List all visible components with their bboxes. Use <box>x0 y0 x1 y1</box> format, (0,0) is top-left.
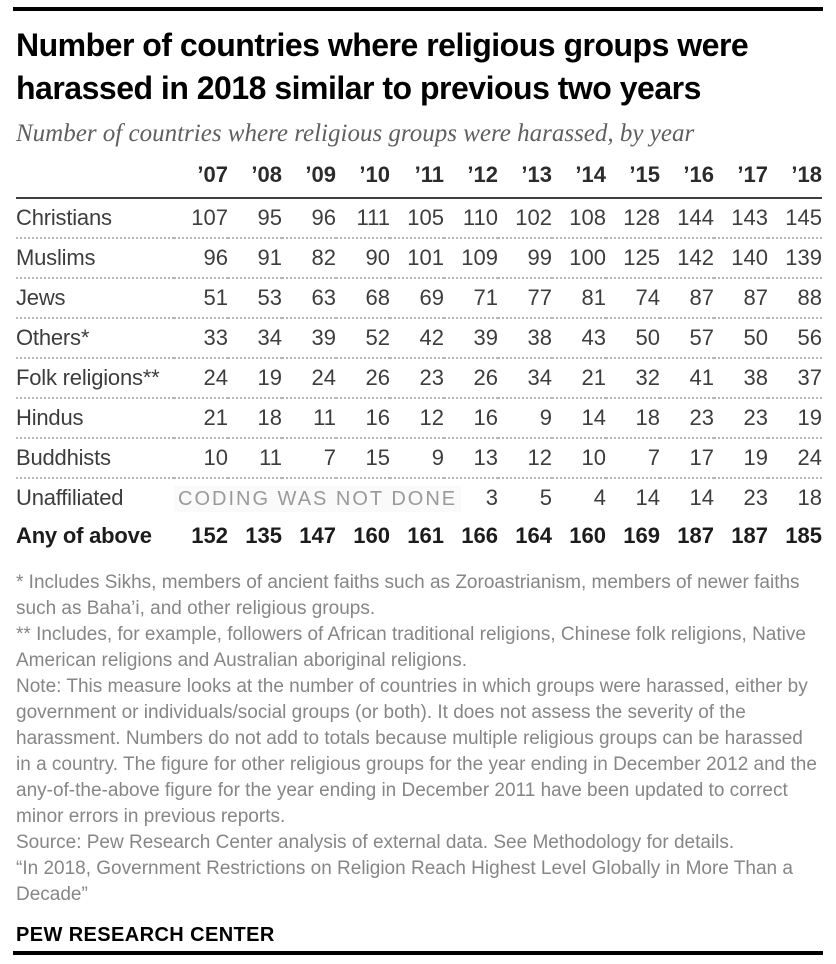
year-header-cell: ’11 <box>390 162 444 198</box>
year-header-row <box>16 162 822 198</box>
value-cell: 15 <box>336 438 390 478</box>
value-cell: 166 <box>461 523 498 548</box>
value-cell: 13 <box>444 438 498 478</box>
value-cell: 101 <box>390 238 444 278</box>
footnote-note: Note: This measure looks at the number of countries in which groups were harassed, either by government or individuals/social groups (or both). It does not assess the severity of the harassment. Numbers do not add to totals because multiple religious groups can be harassed in a country. The figure for other religious groups for the year ending in December 2012 and the any-of-the-above figure for the year ending in December 2011 have been updated to correct minor errors in previous reports. <box>16 676 817 827</box>
coding-not-done-cell <box>174 478 458 517</box>
value-cell: 95 <box>228 198 282 238</box>
value-cell: 7 <box>282 438 336 478</box>
footnotes-block <box>16 570 818 908</box>
value-cell: 160 <box>569 523 606 548</box>
value-cell: 144 <box>660 198 714 238</box>
value-cell: 16 <box>336 398 390 438</box>
value-cell: 140 <box>714 238 768 278</box>
value-cell: 81 <box>552 278 606 318</box>
year-header-cell: ’17 <box>714 162 768 198</box>
value-cell: 68 <box>336 278 390 318</box>
value-cell: 21 <box>174 398 228 438</box>
value-cell: 143 <box>714 198 768 238</box>
row-label: Muslims <box>16 238 174 278</box>
value-cell: 63 <box>282 278 336 318</box>
value-cell: 107 <box>174 198 228 238</box>
table-row <box>16 318 822 358</box>
table-row <box>16 358 822 398</box>
value-cell: 125 <box>606 238 660 278</box>
year-header-cell: ’14 <box>552 162 606 198</box>
value-cell: 51 <box>174 278 228 318</box>
row-label: Any of above <box>16 523 152 548</box>
row-label: Others* <box>16 318 174 358</box>
year-header-cell: ’08 <box>228 162 282 198</box>
value-cell: 147 <box>299 523 336 548</box>
value-cell: 12 <box>390 398 444 438</box>
value-cell: 90 <box>336 238 390 278</box>
row-label: Folk religions** <box>16 358 174 398</box>
value-cell: 169 <box>623 523 660 548</box>
value-cell: 24 <box>282 358 336 398</box>
year-header-cell: ’18 <box>768 162 822 198</box>
value-cell: 14 <box>635 485 660 510</box>
value-cell: 57 <box>660 318 714 358</box>
bottom-rule <box>13 951 823 955</box>
value-cell: 152 <box>191 523 228 548</box>
year-header-cell: ’16 <box>660 162 714 198</box>
value-cell: 18 <box>228 398 282 438</box>
value-cell: 42 <box>390 318 444 358</box>
year-header-cell: ’13 <box>498 162 552 198</box>
value-cell: 82 <box>282 238 336 278</box>
value-cell: 87 <box>660 278 714 318</box>
value-cell: 77 <box>498 278 552 318</box>
value-cell: 10 <box>552 438 606 478</box>
value-cell: 39 <box>282 318 336 358</box>
page-title: Number of countries where religious groups were harassed in 2018 similar to previous two years <box>16 27 749 106</box>
value-cell: 41 <box>660 358 714 398</box>
row-label: Hindus <box>16 398 174 438</box>
value-cell: 21 <box>552 358 606 398</box>
value-cell: 88 <box>768 278 822 318</box>
value-cell: 145 <box>768 198 822 238</box>
value-cell: 135 <box>245 523 282 548</box>
value-cell: 74 <box>606 278 660 318</box>
table-header <box>16 162 822 198</box>
value-cell: 4 <box>593 485 606 510</box>
value-cell: 37 <box>768 358 822 398</box>
value-cell: 23 <box>714 398 768 438</box>
value-cell: 50 <box>606 318 660 358</box>
table-row <box>16 198 822 238</box>
value-cell: 18 <box>606 398 660 438</box>
year-header-cell: ’09 <box>282 162 336 198</box>
value-cell: 91 <box>228 238 282 278</box>
value-cell: 53 <box>228 278 282 318</box>
table-row <box>16 238 822 278</box>
value-cell: 56 <box>768 318 822 358</box>
value-cell: 16 <box>444 398 498 438</box>
value-cell: 3 <box>485 485 498 510</box>
table-row <box>16 478 822 517</box>
coding-not-done-text: CODING WAS NOT DONE <box>174 486 461 512</box>
value-cell: 187 <box>731 523 768 548</box>
value-cell: 34 <box>498 358 552 398</box>
value-cell: 24 <box>174 358 228 398</box>
value-cell: 87 <box>714 278 768 318</box>
page-subtitle: Number of countries where religious groups were harassed, by year <box>16 120 695 147</box>
value-cell: 50 <box>714 318 768 358</box>
value-cell: 18 <box>797 485 822 510</box>
value-cell: 26 <box>336 358 390 398</box>
top-rule <box>13 7 823 11</box>
footnote-others: * Includes Sikhs, members of ancient faiths such as Zoroastrianism, members of newer faiths such as Baha’i, and other religious groups. <box>16 572 800 619</box>
value-cell: 17 <box>660 438 714 478</box>
value-cell: 9 <box>390 438 444 478</box>
value-cell: 33 <box>174 318 228 358</box>
value-cell: 111 <box>336 198 390 238</box>
row-label: Christians <box>16 198 174 238</box>
data-table <box>16 162 822 555</box>
row-label: Buddhists <box>16 438 174 478</box>
footnote-source: Source: Pew Research Center analysis of external data. See Methodology for details. <box>16 832 735 853</box>
value-cell: 14 <box>552 398 606 438</box>
value-cell: 23 <box>660 398 714 438</box>
table-row <box>16 278 822 318</box>
value-cell: 96 <box>174 238 228 278</box>
value-cell: 96 <box>282 198 336 238</box>
table-row <box>16 517 822 555</box>
value-cell: 139 <box>768 238 822 278</box>
value-cell: 69 <box>390 278 444 318</box>
value-cell: 38 <box>498 318 552 358</box>
value-cell: 142 <box>660 238 714 278</box>
value-cell: 38 <box>714 358 768 398</box>
value-cell: 160 <box>353 523 390 548</box>
value-cell: 19 <box>714 438 768 478</box>
value-cell: 11 <box>282 398 336 438</box>
row-label: Unaffiliated <box>16 485 124 510</box>
value-cell: 164 <box>515 523 552 548</box>
value-cell: 10 <box>174 438 228 478</box>
value-cell: 19 <box>768 398 822 438</box>
value-cell: 109 <box>444 238 498 278</box>
corner-cell <box>16 162 174 198</box>
value-cell: 24 <box>768 438 822 478</box>
value-cell: 26 <box>444 358 498 398</box>
value-cell: 23 <box>743 485 768 510</box>
year-header-cell: ’10 <box>336 162 390 198</box>
value-cell: 100 <box>552 238 606 278</box>
table-row <box>16 438 822 478</box>
row-label: Jews <box>16 278 174 318</box>
value-cell: 128 <box>606 198 660 238</box>
year-header-cell: ’07 <box>174 162 228 198</box>
value-cell: 99 <box>498 238 552 278</box>
value-cell: 9 <box>498 398 552 438</box>
table-body <box>16 198 822 555</box>
value-cell: 19 <box>228 358 282 398</box>
value-cell: 5 <box>539 485 552 510</box>
value-cell: 52 <box>336 318 390 358</box>
branding: PEW RESEARCH CENTER <box>16 924 275 946</box>
value-cell: 187 <box>677 523 714 548</box>
year-header-cell: ’15 <box>606 162 660 198</box>
value-cell: 7 <box>606 438 660 478</box>
value-cell: 102 <box>498 198 552 238</box>
value-cell: 161 <box>407 523 444 548</box>
table-row <box>16 398 822 438</box>
value-cell: 71 <box>444 278 498 318</box>
value-cell: 14 <box>689 485 714 510</box>
value-cell: 11 <box>228 438 282 478</box>
value-cell: 23 <box>390 358 444 398</box>
value-cell: 43 <box>552 318 606 358</box>
value-cell: 110 <box>444 198 498 238</box>
value-cell: 185 <box>785 523 822 548</box>
footnote-report-title: “In 2018, Government Restrictions on Religion Reach Highest Level Globally in More Than a Decade” <box>16 858 793 905</box>
value-cell: 32 <box>606 358 660 398</box>
footnote-folk-religions: ** Includes, for example, followers of African traditional religions, Chinese folk religions, Native American religions and Australian aboriginal religions. <box>16 624 806 671</box>
value-cell: 105 <box>390 198 444 238</box>
value-cell: 34 <box>228 318 282 358</box>
value-cell: 39 <box>444 318 498 358</box>
year-header-cell: ’12 <box>444 162 498 198</box>
value-cell: 108 <box>552 198 606 238</box>
value-cell: 12 <box>498 438 552 478</box>
